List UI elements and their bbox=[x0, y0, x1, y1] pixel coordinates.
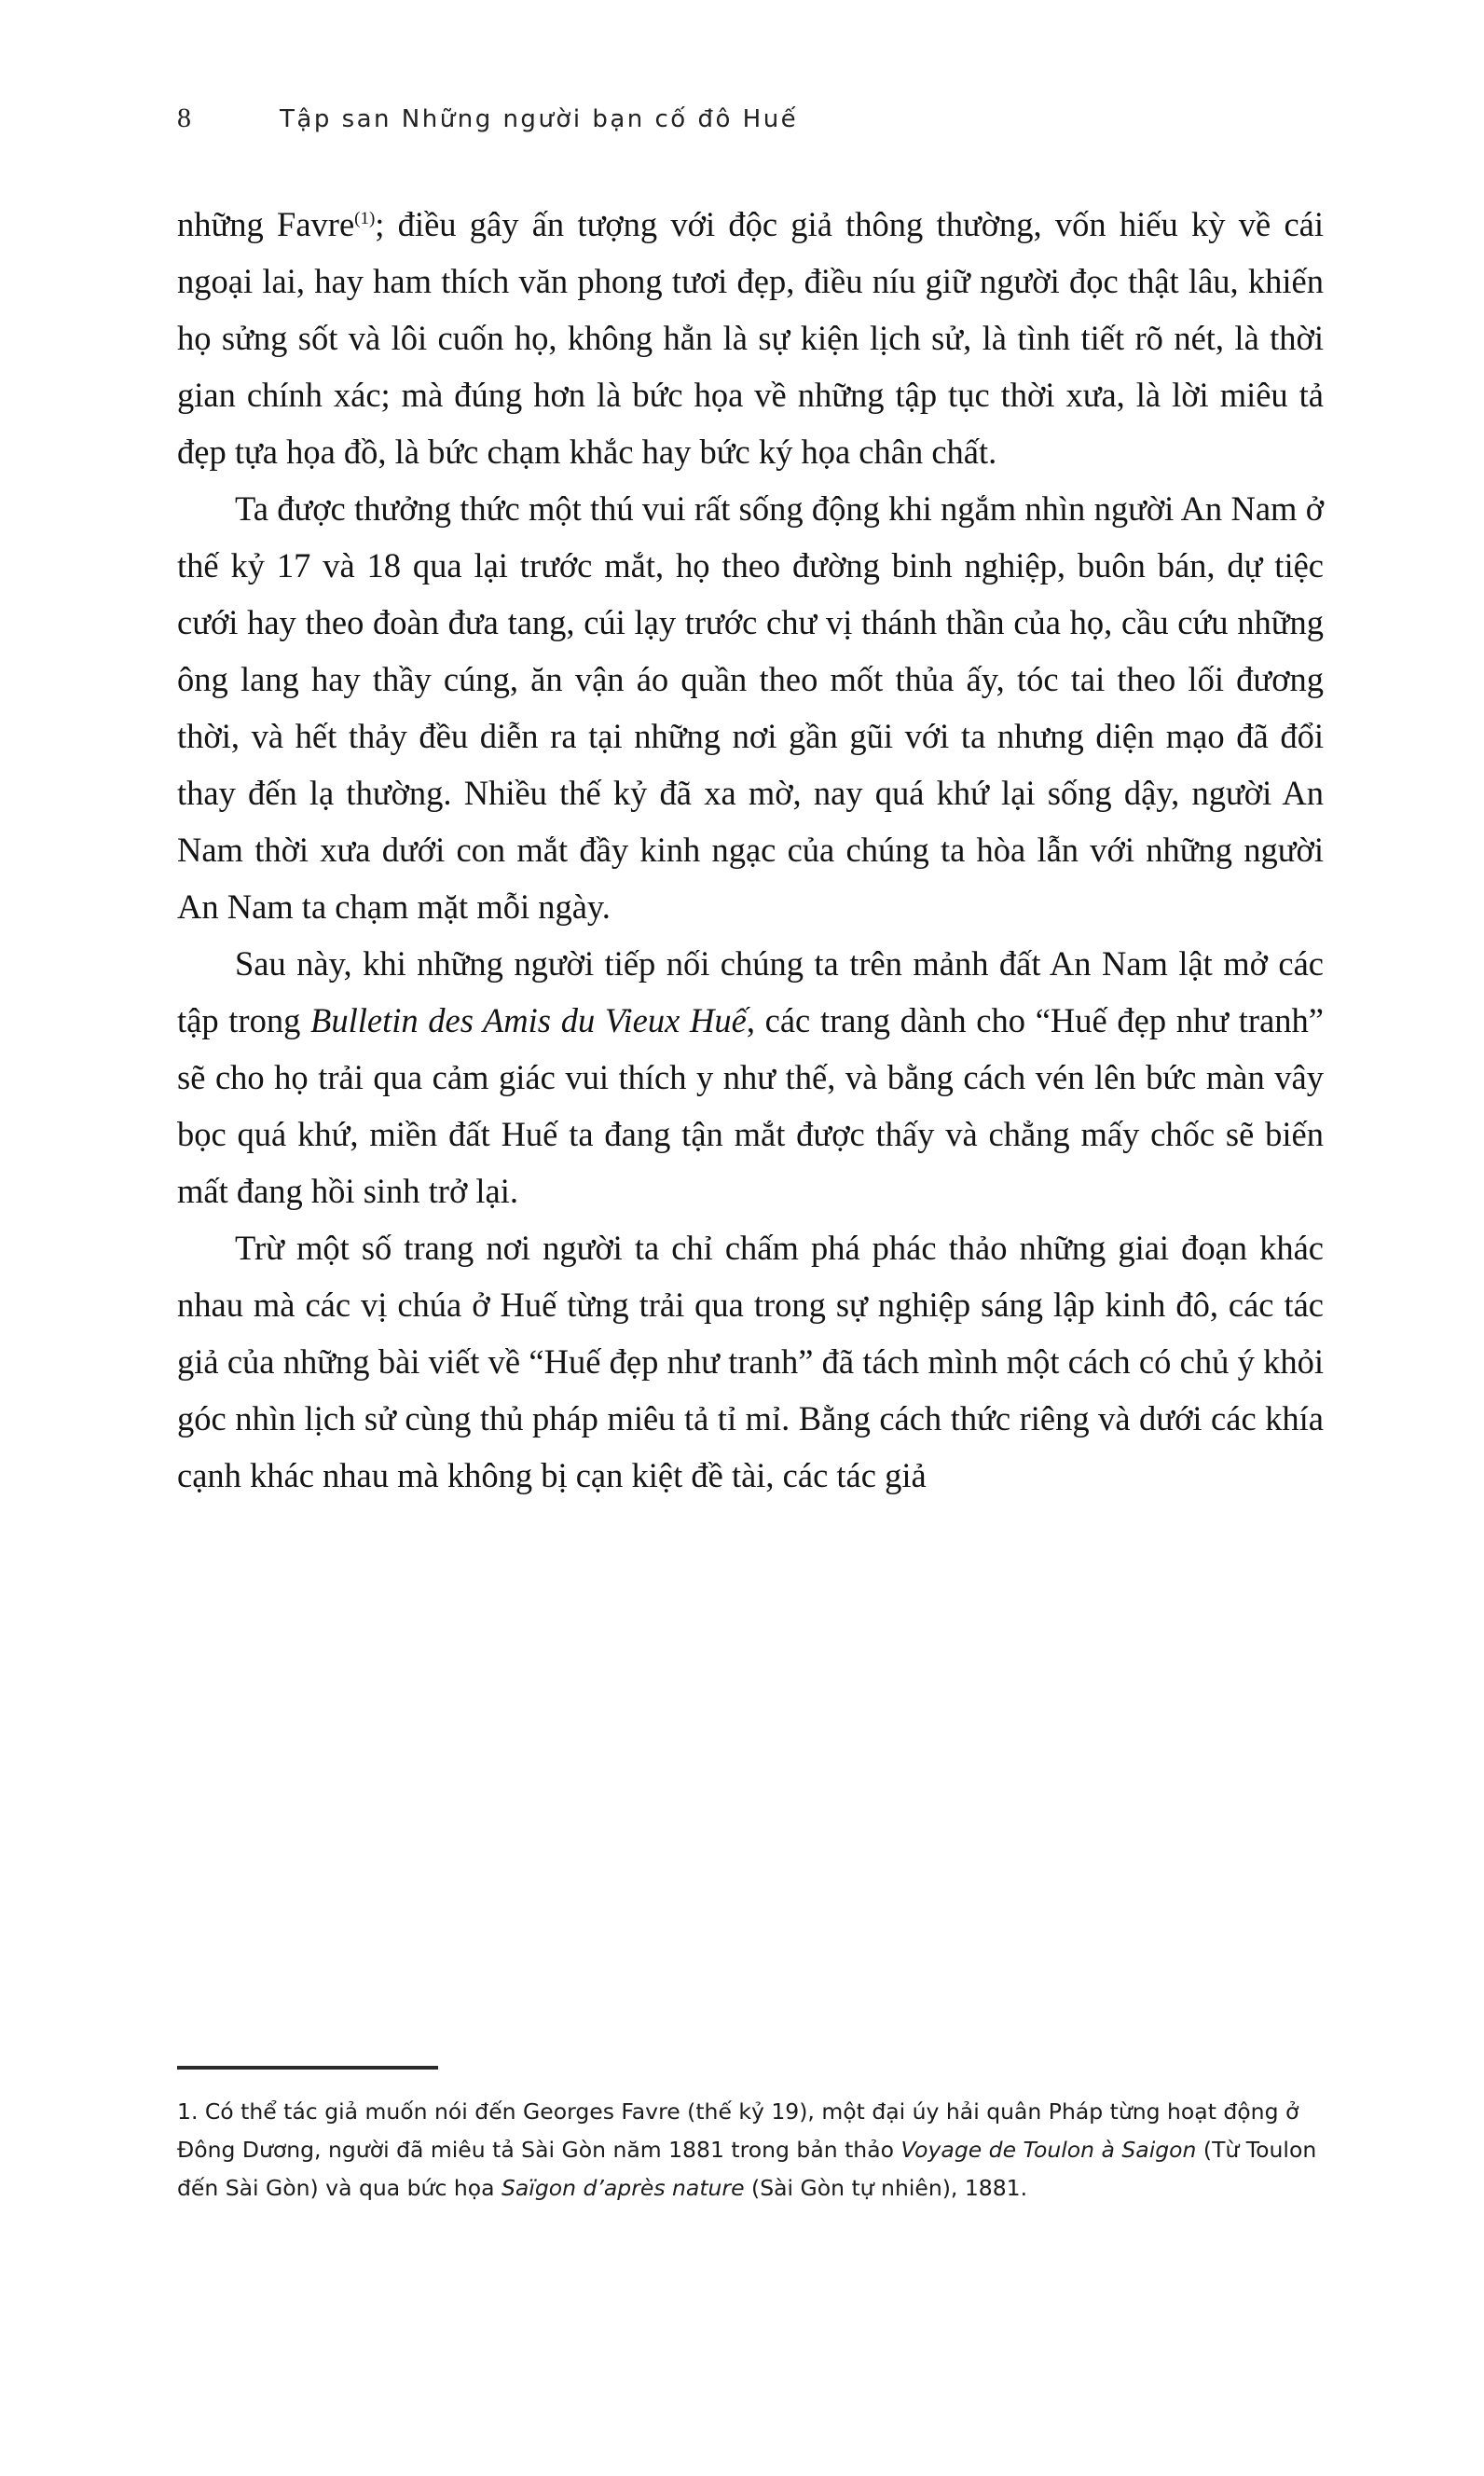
text-run: 1. Có thể tác giả muốn nói đến Georges Favre (thế kỷ 19), một đại úy hải quân Pháp từng hoạt động ở Đông Dương, người đã miêu tả Sài Gòn năm 1881 trong bản thảo bbox=[177, 2098, 1299, 2163]
footnote-1 bbox=[177, 2093, 1328, 2208]
body-paragraph bbox=[177, 196, 1324, 480]
running-head bbox=[177, 103, 1324, 134]
page-number: 8 bbox=[177, 103, 191, 133]
italic-text: Voyage de Toulon à Saigon bbox=[900, 2137, 1197, 2163]
footnote-separator bbox=[177, 2066, 438, 2070]
body-text bbox=[177, 196, 1324, 1504]
running-title: Tập san Những người bạn cố đô Huế bbox=[280, 105, 799, 133]
text-run: (Từ Toulon đến Sài Gòn) và qua bức họa bbox=[177, 2137, 1317, 2201]
italic-text: Bulletin des Amis du Vieux Huế bbox=[310, 1001, 747, 1039]
footnote-marker: (1) bbox=[354, 208, 376, 228]
page-content bbox=[177, 103, 1324, 1504]
italic-text: Saïgon d’après nature bbox=[501, 2175, 745, 2201]
body-paragraph bbox=[177, 935, 1324, 1219]
body-paragraph bbox=[177, 480, 1324, 935]
body-paragraph bbox=[177, 1219, 1324, 1504]
text-run: Trừ một số trang nơi người ta chỉ chấm phá phác thảo những giai đoạn khác nhau mà các vị chúa ở Huế từng trải qua trong sự nghiệp sáng lập kinh đô, các tác giả của những bài viết về “Huế đẹp như tranh” đã tách mình một cách có chủ ý khỏi góc nhìn lịch sử cùng thủ pháp miêu tả tỉ mỉ. Bằng cách thức riêng và dưới các khía cạnh khác nhau mà không bị cạn kiệt đề tài, các tác giả bbox=[177, 1229, 1324, 1494]
text-run: những Favre bbox=[177, 205, 355, 243]
text-run: Sau này, khi những người tiếp nối chúng ta trên mảnh đất An Nam lật mở các tập trong bbox=[177, 944, 1324, 1039]
text-run: ; điều gây ấn tượng với độc giả thông thường, vốn hiếu kỳ về cái ngoại lai, hay ham thích văn phong tươi đẹp, điều níu giữ người đọc thật lâu, khiến họ sửng sốt và lôi cuốn họ, không hẳn là sự kiện lịch sử, là tình tiết rõ nét, là thời gian chính xác; mà đúng hơn là bức họa về những tập tục thời xưa, là lời miêu tả đẹp tựa họa đồ, là bức chạm khắc hay bức ký họa chân chất. bbox=[177, 205, 1325, 471]
text-run: , các trang dành cho “Huế đẹp như tranh” sẽ cho họ trải qua cảm giác vui thích y như thế, và bằng cách vén lên bức màn vây bọc quá khứ, miền đất Huế ta đang tận mắt được thấy và chẳng mấy chốc sẽ biến mất đang hồi sinh trở lại. bbox=[177, 1001, 1324, 1210]
text-run: (Sài Gòn tự nhiên), 1881. bbox=[744, 2175, 1028, 2201]
text-run: Ta được thưởng thức một thú vui rất sống động khi ngắm nhìn người An Nam ở thế kỷ 17 và 18 qua lại trước mắt, họ theo đường binh nghiệp, buôn bán, dự tiệc cưới hay theo đoàn đưa tang, cúi lạy trước chư vị thánh thần của họ, cầu cứu những ông lang hay thầy cúng, ăn vận áo quần theo mốt thủa ấy, tóc tai theo lối đương thời, và hết thảy đều diễn ra tại những nơi gần gũi với ta nhưng diện mạo đã đổi thay đến lạ thường. Nhiều thế kỷ đã xa mờ, nay quá khứ lại sống dậy, người An Nam thời xưa dưới con mắt đầy kinh ngạc của chúng ta hòa lẫn với những người An Nam ta chạm mặt mỗi ngày. bbox=[177, 489, 1324, 926]
